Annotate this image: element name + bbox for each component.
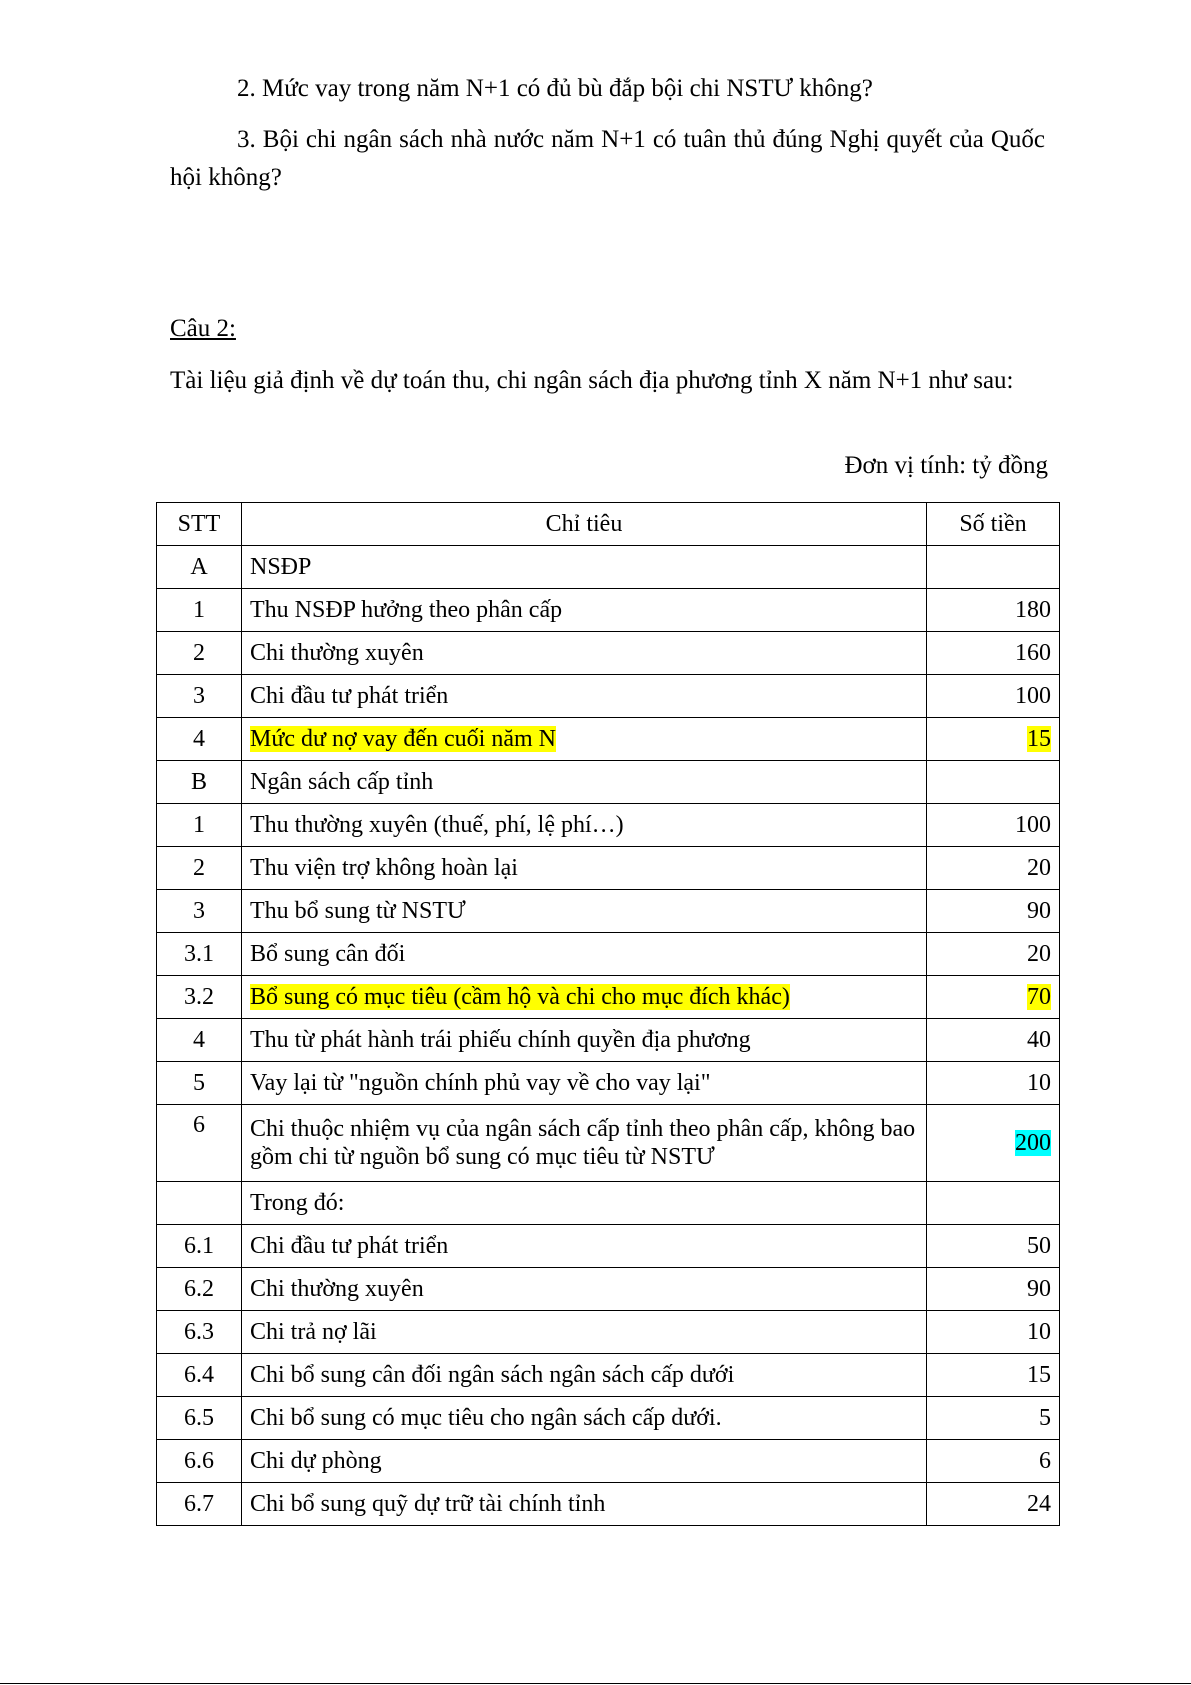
question-2-text: 2. Mức vay trong năm N+1 có đủ bù đắp bội chi NSTƯ không? <box>237 75 873 102</box>
row-name <box>242 718 927 761</box>
row-name: Chi bổ sung cân đối ngân sách ngân sách cấp dưới <box>242 1354 927 1397</box>
row-stt: 2 <box>157 847 242 890</box>
header-name: Chỉ tiêu <box>242 503 927 546</box>
row-amount: 90 <box>927 1268 1060 1311</box>
row-stt: 6.5 <box>157 1397 242 1440</box>
row-name: Thu bổ sung từ NSTƯ <box>242 890 927 933</box>
row-amount: 6 <box>927 1440 1060 1483</box>
row-stt: 1 <box>157 589 242 632</box>
row-name: Vay lại từ "nguồn chính phủ vay về cho vay lại" <box>242 1062 927 1105</box>
section-heading: Câu 2: <box>170 315 236 342</box>
row-name: NSĐP <box>242 546 927 589</box>
row-amount: 5 <box>927 1397 1060 1440</box>
highlighted-amount: 70 <box>1027 984 1051 1010</box>
table-row <box>157 1354 1060 1397</box>
row-stt: 5 <box>157 1062 242 1105</box>
highlighted-text: Bổ sung có mục tiêu (cầm hộ và chi cho mục đích khác) <box>250 984 790 1010</box>
row-name: Trong đó: <box>242 1182 927 1225</box>
row-stt: 3 <box>157 675 242 718</box>
row-amount <box>927 761 1060 804</box>
row-stt: 3.1 <box>157 933 242 976</box>
table-row <box>157 1397 1060 1440</box>
row-amount: 180 <box>927 589 1060 632</box>
table-row <box>157 718 1060 761</box>
row-name: Thu từ phát hành trái phiếu chính quyền địa phương <box>242 1019 927 1062</box>
page-bottom-rule <box>0 1683 1191 1684</box>
table-header-row <box>157 503 1060 546</box>
row-amount <box>927 1182 1060 1225</box>
table-row <box>157 976 1060 1019</box>
row-stt <box>157 1182 242 1225</box>
highlighted-amount: 200 <box>1015 1130 1051 1156</box>
row-name: Thu thường xuyên (thuế, phí, lệ phí…) <box>242 804 927 847</box>
row-stt: 6.4 <box>157 1354 242 1397</box>
intro-paragraph: Tài liệu giả định về dự toán thu, chi ngân sách địa phương tỉnh X năm N+1 như sau: <box>170 367 1014 394</box>
row-amount <box>927 976 1060 1019</box>
row-amount: 100 <box>927 675 1060 718</box>
row-stt: 6.3 <box>157 1311 242 1354</box>
row-name: Chi đầu tư phát triển <box>242 675 927 718</box>
row-name: Thu NSĐP hưởng theo phân cấp <box>242 589 927 632</box>
table-row <box>157 1019 1060 1062</box>
table-row <box>157 675 1060 718</box>
row-amount: 160 <box>927 632 1060 675</box>
table-row <box>157 1440 1060 1483</box>
row-amount <box>927 1105 1060 1182</box>
header-stt: STT <box>157 503 242 546</box>
row-stt: 1 <box>157 804 242 847</box>
table-row <box>157 1225 1060 1268</box>
row-amount: 90 <box>927 890 1060 933</box>
row-amount: 40 <box>927 1019 1060 1062</box>
row-name: Thu viện trợ không hoàn lại <box>242 847 927 890</box>
table-row <box>157 589 1060 632</box>
row-stt: 6.1 <box>157 1225 242 1268</box>
unit-label: Đơn vị tính: tỷ đồng <box>844 452 1048 479</box>
row-stt: 6.2 <box>157 1268 242 1311</box>
row-name: Chi dự phòng <box>242 1440 927 1483</box>
table-row <box>157 1105 1060 1182</box>
row-amount: 15 <box>927 1354 1060 1397</box>
row-amount: 100 <box>927 804 1060 847</box>
table-row <box>157 933 1060 976</box>
table-row <box>157 1182 1060 1225</box>
row-amount <box>927 546 1060 589</box>
row-name: Chi thường xuyên <box>242 632 927 675</box>
row-stt: A <box>157 546 242 589</box>
table-row <box>157 1062 1060 1105</box>
row-stt: 2 <box>157 632 242 675</box>
table-row <box>157 761 1060 804</box>
table-row <box>157 1483 1060 1526</box>
row-stt: 4 <box>157 718 242 761</box>
row-stt: 3 <box>157 890 242 933</box>
header-amount: Số tiền <box>927 503 1060 546</box>
row-amount: 10 <box>927 1311 1060 1354</box>
row-amount: 20 <box>927 847 1060 890</box>
table-row <box>157 890 1060 933</box>
row-name: Bổ sung cân đối <box>242 933 927 976</box>
row-amount: 24 <box>927 1483 1060 1526</box>
row-name: Ngân sách cấp tỉnh <box>242 761 927 804</box>
row-amount: 50 <box>927 1225 1060 1268</box>
budget-table <box>156 502 1060 1526</box>
table-row <box>157 632 1060 675</box>
row-amount <box>927 718 1060 761</box>
table-row <box>157 1268 1060 1311</box>
row-name: Chi bổ sung quỹ dự trữ tài chính tỉnh <box>242 1483 927 1526</box>
row-stt: 6.7 <box>157 1483 242 1526</box>
table-row <box>157 847 1060 890</box>
question-3-text: 3. Bội chi ngân sách nhà nước năm N+1 có tuân thủ đúng Nghị quyết của Quốc hội không? <box>170 126 1045 191</box>
row-stt: 6.6 <box>157 1440 242 1483</box>
table-row <box>157 1311 1060 1354</box>
highlighted-text: Mức dư nợ vay đến cuối năm N <box>250 726 556 752</box>
row-name: Chi thường xuyên <box>242 1268 927 1311</box>
row-name: Chi trả nợ lãi <box>242 1311 927 1354</box>
row-name: Chi đầu tư phát triển <box>242 1225 927 1268</box>
row-stt: 4 <box>157 1019 242 1062</box>
row-name: Chi bổ sung có mục tiêu cho ngân sách cấp dưới. <box>242 1397 927 1440</box>
row-amount: 20 <box>927 933 1060 976</box>
row-amount: 10 <box>927 1062 1060 1105</box>
table-row <box>157 804 1060 847</box>
table-row <box>157 546 1060 589</box>
row-stt: 3.2 <box>157 976 242 1019</box>
row-stt: 6 <box>157 1105 242 1182</box>
row-name: Chi thuộc nhiệm vụ của ngân sách cấp tỉnh theo phân cấp, không bao gồm chi từ nguồn bổ sung có mục tiêu từ NSTƯ <box>242 1105 927 1182</box>
row-name <box>242 976 927 1019</box>
row-stt: B <box>157 761 242 804</box>
highlighted-amount: 15 <box>1027 726 1051 752</box>
